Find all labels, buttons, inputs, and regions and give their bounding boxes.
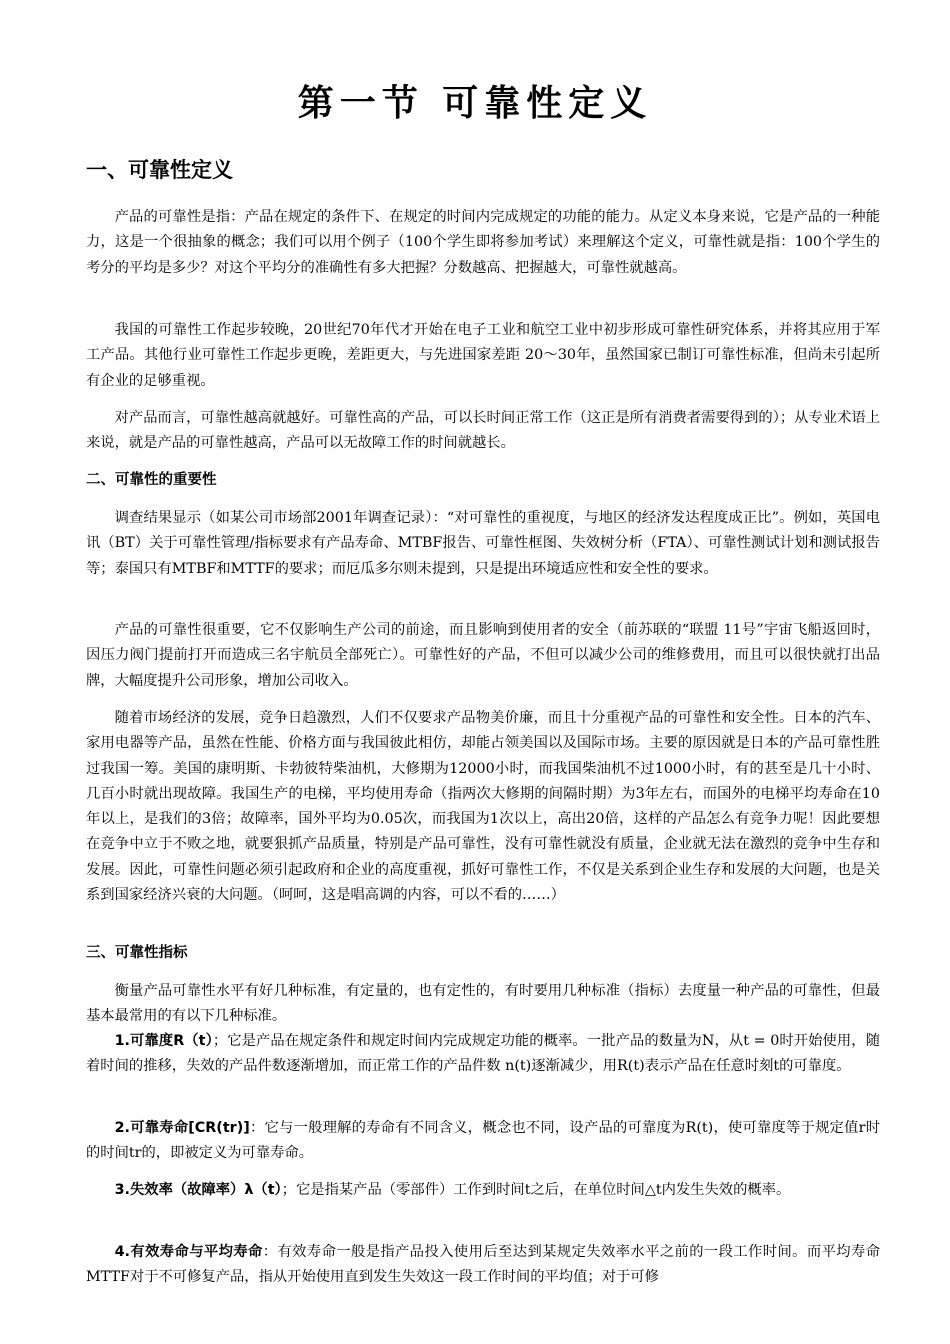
indicator-item-reliability <box>86 1029 880 1080</box>
section-heading-indicators: 三、可靠性指标 <box>86 945 188 961</box>
indicator-text: ：有效寿命一般是指产品投入使用后至达到某规定失效率水平之前的一段工作时间。而平均寿命MTTF对于不可修复产品，指从开始使用直到发生失效这一段工作时间的平均值；对于可修 <box>86 1244 880 1286</box>
indicator-term: 2.可靠寿命[CR(tr)] <box>114 1120 250 1136</box>
paragraph: 调查结果显示（如某公司市场部2001年调查记录）：“对可靠性的重视度，与地区的经济发达程度成正比”。例如，英国电讯（BT）关于可靠性管理/指标要求有产品寿命、MTBF报告、可靠性框图、失效树分析（FTA）、可靠性测试计划和测试报告等；泰国只有MTBF和MTTF的要求；而厄瓜多尔则未提到，只是提出环境适应性和安全性的要求。 <box>86 510 880 577</box>
section-heading-importance: 二、可靠性的重要性 <box>86 472 217 488</box>
indicator-term: 4.有效寿命与平均寿命 <box>114 1244 263 1260</box>
indicator-item-reliable-life <box>86 1116 880 1167</box>
paragraph: 随着市场经济的发展，竞争日趋激烈，人们不仅要求产品物美价廉，而且十分重视产品的可靠性和安全性。日本的汽车、家用电器等产品，虽然在性能、价格方面与我国彼此相仿，却能占领美国以及国际市场。主要的原因就是日本的产品可靠性胜过我国一筹。美国的康明斯、卡勃彼特柴油机，大修期为12000小时，而我国柴油机不过1000小时，有的甚至是几十小时、几百小时就出现故障。我国生产的电梯，平均使用寿命（指两次大修期的间隔时期）为3年左右，而国外的电梯平均寿命在10年以上，是我们的3倍；故障率，国外平均为0.05次，而我国为1次以上，高出20倍，这样的产品怎么有竞争力呢！因此要想在竞争中立于不败之地，就要狠抓产品质量，特别是产品可靠性，没有可靠性就没有质量，企业就无法在激烈的竞争中生存和发展。因此，可靠性问题必须引起政府和企业的高度重视，抓好可靠性工作，不仅是关系到企业生存和发展的大问题，也是关系到国家经济兴衰的大问题。（呵呵，这是唱高调的内容，可以不看的……） <box>86 710 880 904</box>
indicator-text: ；它是产品在规定条件和规定时间内完成规定功能的概率。一批产品的数量为N，从t = 0时开始使用，随着时间的推移，失效的产品件数逐渐增加，而正常工作的产品件数 n(t)逐渐减少，用R(t)表示产品在任意时刻t的可靠度。 <box>86 1033 880 1075</box>
paragraph: 对产品而言，可靠性越高就越好。可靠性高的产品，可以长时间正常工作（这正是所有消费者需要得到的）；从专业术语上来说，就是产品的可靠性越高，产品可以无故障工作的时间就越长。 <box>86 410 880 452</box>
indicator-item-failure-rate <box>86 1178 880 1203</box>
paragraph: 产品的可靠性很重要，它不仅影响生产公司的前途，而且影响到使用者的安全（前苏联的“联盟 11号”宇宙飞船返回时，因压力阀门提前打开而造成三名宇航员全部死亡）。可靠性好的产品，不但可以减少公司的维修费用，而且可以很快就打出品牌，大幅度提升公司形象，增加公司收入。 <box>86 622 880 689</box>
page-title: 第一节 可靠性定义 <box>297 82 653 124</box>
paragraph: 衡量产品可靠性水平有好几种标准，有定量的，也有定性的，有时要用几种标准（指标）去度量一种产品的可靠性，但最基本最常用的有以下几种标准。 <box>86 983 880 1025</box>
indicator-term: 1.可靠度R（t） <box>114 1033 213 1049</box>
section-heading-definition: 一、可靠性定义 <box>86 158 233 182</box>
paragraph: 我国的可靠性工作起步较晚，20世纪70年代才开始在电子工业和航空工业中初步形成可靠性研究体系，并将其应用于军工产品。其他行业可靠性工作起步更晚，差距更大，与先进国家差距 20～30年，虽然国家已制订可靠性标准，但尚未引起所有企业的足够重视。 <box>86 322 880 389</box>
indicator-text: ；它是指某产品（零部件）工作到时间t之后，在单位时间△t内发生失效的概率。 <box>281 1182 791 1198</box>
indicator-item-effective-life <box>86 1240 880 1291</box>
paragraph: 产品的可靠性是指：产品在规定的条件下、在规定的时间内完成规定的功能的能力。从定义本身来说，它是产品的一种能力，这是一个很抽象的概念；我们可以用个例子（100个学生即将参加考试）来理解这个定义，可靠性就是指：100个学生的考分的平均是多少？对这个平均分的准确性有多大把握？分数越高、把握越大，可靠性就越高。 <box>86 209 880 276</box>
indicator-term: 3.失效率（故障率）λ（t） <box>114 1182 282 1198</box>
indicator-text: ：它与一般理解的寿命有不同含义，概念也不同，设产品的可靠度为R(t)，使可靠度等于规定值r时的时间tr的，即被定义为可靠寿命。 <box>86 1120 880 1162</box>
